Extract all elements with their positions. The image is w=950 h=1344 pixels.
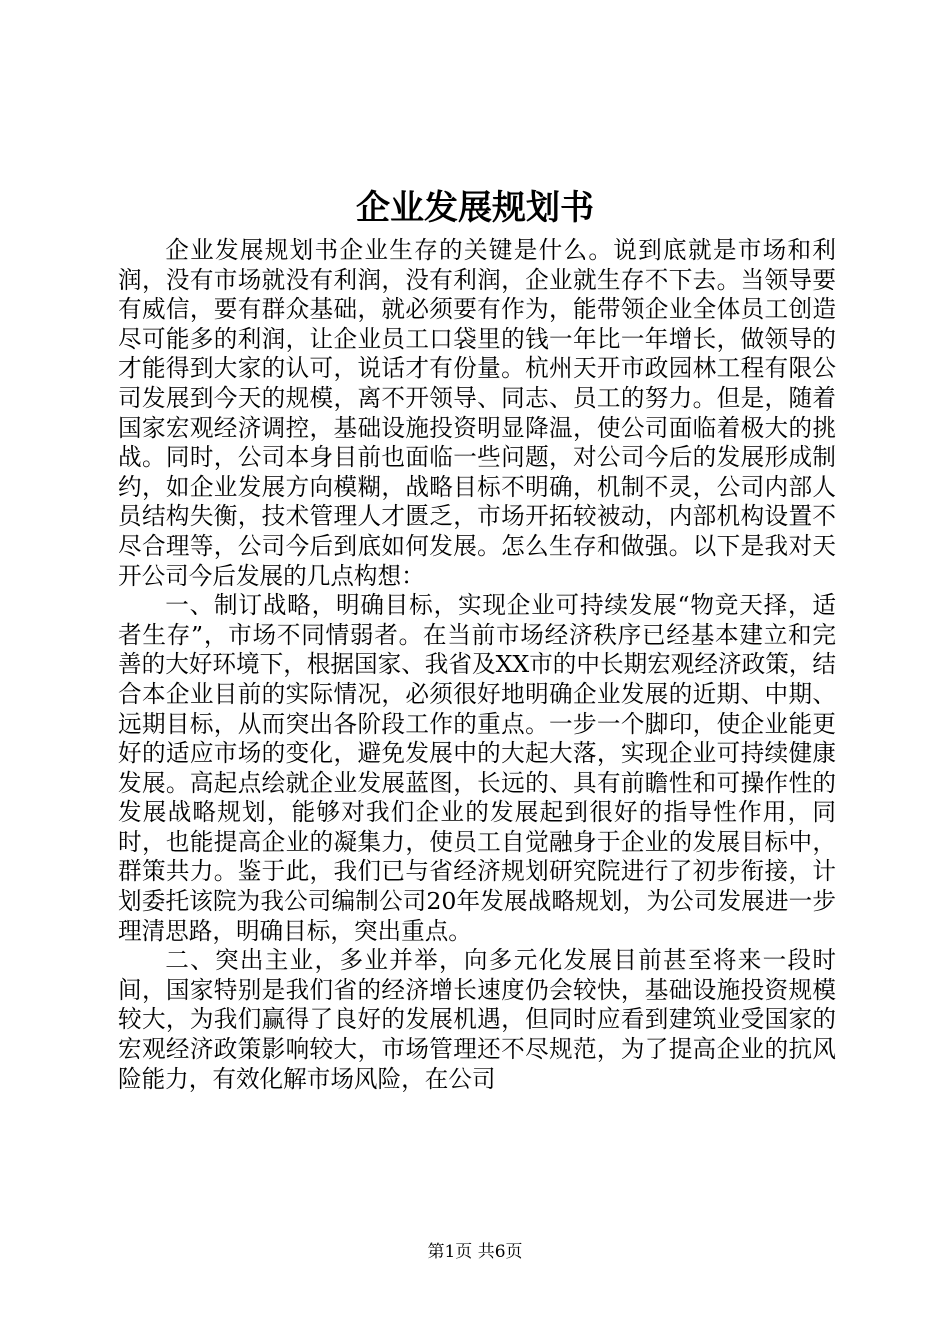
paragraph-intro: 企业发展规划书企业生存的关键是什么。说到底就是市场和利润，没有市场就没有利润，没有利润，企业就生存不下去。当领导要有威信，要有群众基础，就必须要有作为，能带领企业全体员工创造尽可能多的利润，让企业员工口袋里的钱一年比一年增长，做领导的才能得到大家的认可，说话才有份量。杭州天开市政园林工程有限公司发展到今天的规模，离不开领导、同志、员工的努力。但是，随着国家宏观经济调控，基础设施投资明显降温，使公司面临着极大的挑战。同时，公司本身目前也面临一些问题，对公司今后的发展形成制约，如企业发展方向模糊，战略目标不明确，机制不灵，公司内部人员结构失衡，技术管理人才匮乏，市场开拓较被动，内部机构设置不尽合理等，公司今后到底如何发展。怎么生存和做强。以下是我对天开公司今后发展的几点构想： xyxy=(118,236,836,590)
paragraph-section-one: 一、制订战略，明确目标，实现企业可持续发展“物竞天择，适者生存”，市场不同情弱者。在当前市场经济秩序已经基本建立和完善的大好环境下，根据国家、我省及XX市的中长期宏观经济政策，结合本企业目前的实际情况，必须很好地明确企业发展的近期、中期、远期目标，从而突出各阶段工作的重点。一步一个脚印，使企业能更好的适应市场的变化，避免发展中的大起大落，实现企业可持续健康发展。高起点绘就企业发展蓝图，长远的、具有前瞻性和可操作性的发展战略规划，能够对我们企业的发展起到很好的指导性作用，同时，也能提高企业的凝集力，使员工自觉融身于企业的发展目标中，群策共力。鉴于此，我们已与省经济规划研究院进行了初步衔接，计划委托该院为我公司编制公司20年发展战略规划，为公司发展进一步理清思路，明确目标，突出重点。 xyxy=(118,591,836,945)
page-number-footer: 第1页 共6页 xyxy=(427,1242,523,1262)
document-title: 企业发展规划书 xyxy=(356,188,594,228)
paragraph-section-two: 二、突出主业，多业并举，向多元化发展目前甚至将来一段时间，国家特别是我们省的经济增长速度仍会较快，基础设施投资规模较大，为我们赢得了良好的发展机遇，但同时应看到建筑业受国家的宏观经济政策影响较大，市场管理还不尽规范，为了提高企业的抗风险能力，有效化解市场风险，在公司 xyxy=(118,946,836,1093)
document-body xyxy=(118,236,836,1094)
